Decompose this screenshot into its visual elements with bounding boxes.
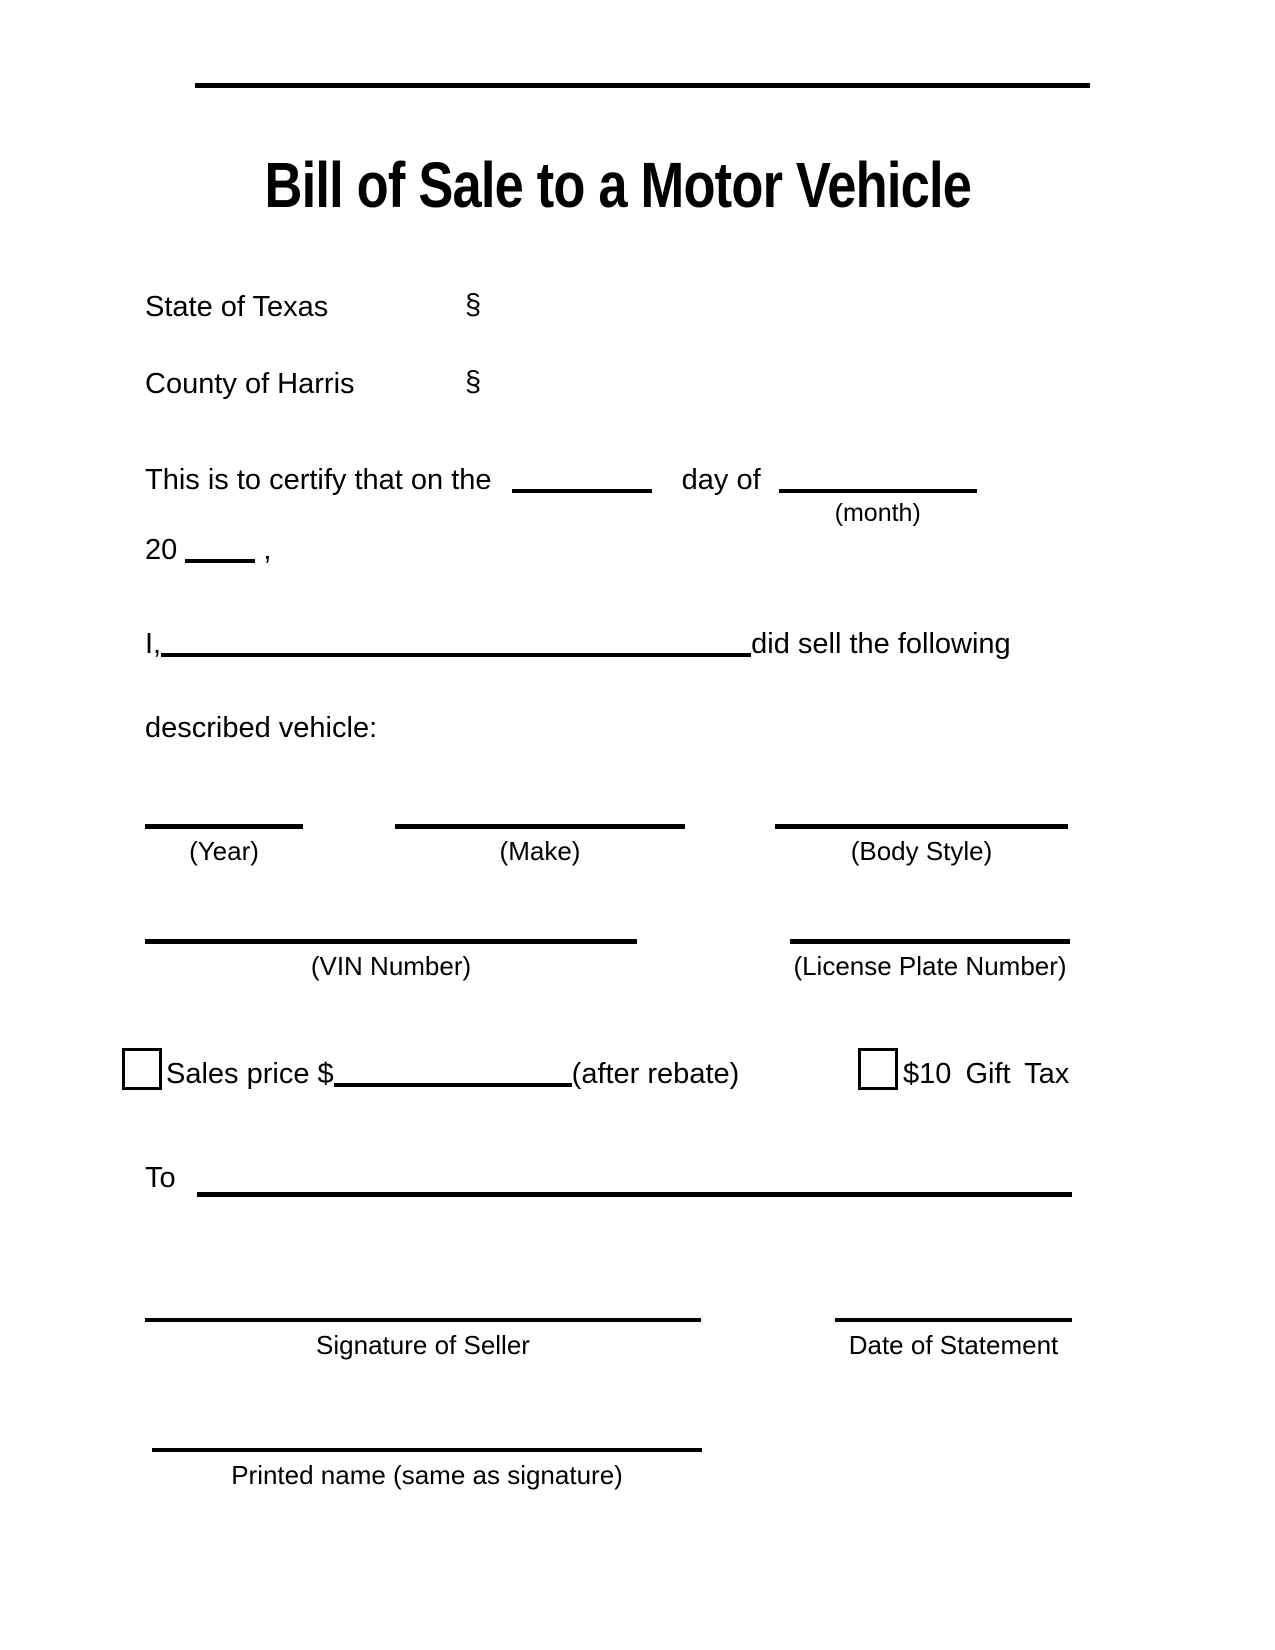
state-label: State of Texas	[145, 291, 329, 323]
county-section-symbol: §	[465, 366, 482, 398]
seller-statement-row	[145, 626, 1011, 662]
date-blank[interactable]	[835, 1318, 1072, 1322]
body-style-blank[interactable]	[775, 824, 1068, 829]
described-vehicle-text: described vehicle:	[145, 712, 378, 744]
date-of-statement-caption: Date of Statement	[848, 1330, 1059, 1360]
seller-signature-blank[interactable]	[145, 1318, 701, 1322]
vin-caption: (VIN Number)	[310, 951, 472, 981]
printed-name-caption: Printed name (same as signature)	[231, 1460, 623, 1490]
sales-price-row	[166, 1056, 739, 1092]
day-of-label: day of	[681, 464, 761, 496]
printed-name-blank[interactable]	[152, 1448, 702, 1452]
did-sell-text: did sell the following	[751, 628, 1011, 660]
sales-price-label: Sales price $	[166, 1058, 334, 1090]
license-plate-blank[interactable]	[790, 939, 1070, 944]
gift-tax-checkbox[interactable]	[858, 1048, 898, 1090]
form-title: Bill of Sale to a Motor Vehicle	[264, 149, 971, 221]
sales-price-blank[interactable]	[334, 1083, 572, 1087]
body-style-caption: (Body Style)	[850, 836, 993, 866]
year-caption: (Year)	[189, 836, 259, 866]
signature-of-seller-caption: Signature of Seller	[316, 1330, 530, 1360]
vehicle-make-blank[interactable]	[395, 824, 685, 829]
vin-blank[interactable]	[145, 939, 637, 944]
sales-price-checkbox[interactable]	[122, 1048, 162, 1090]
make-caption: (Make)	[499, 836, 581, 866]
certify-lead-text: This is to certify that on the	[145, 464, 492, 496]
license-plate-caption: (License Plate Number)	[793, 951, 1067, 981]
month-caption: (month)	[834, 499, 921, 527]
after-rebate-label: (after rebate)	[571, 1058, 740, 1090]
header-rule	[195, 83, 1090, 88]
county-label: County of Harris	[145, 368, 355, 400]
year-comma: ,	[263, 534, 272, 566]
title-row	[145, 146, 1090, 224]
month-blank[interactable]	[779, 489, 977, 527]
day-blank[interactable]	[512, 489, 652, 493]
state-section-symbol: §	[465, 289, 482, 321]
seller-name-blank[interactable]	[161, 653, 751, 657]
to-label: To	[145, 1162, 176, 1194]
i-label: I,	[145, 628, 162, 660]
vehicle-year-blank[interactable]	[145, 824, 303, 829]
year-prefix: 20	[145, 534, 178, 566]
gift-tax-label: $10 Gift Tax	[903, 1058, 1070, 1090]
certification-row	[145, 462, 977, 527]
buyer-name-blank[interactable]	[197, 1192, 1072, 1197]
year-blank[interactable]	[185, 559, 255, 563]
year-row	[145, 532, 271, 568]
